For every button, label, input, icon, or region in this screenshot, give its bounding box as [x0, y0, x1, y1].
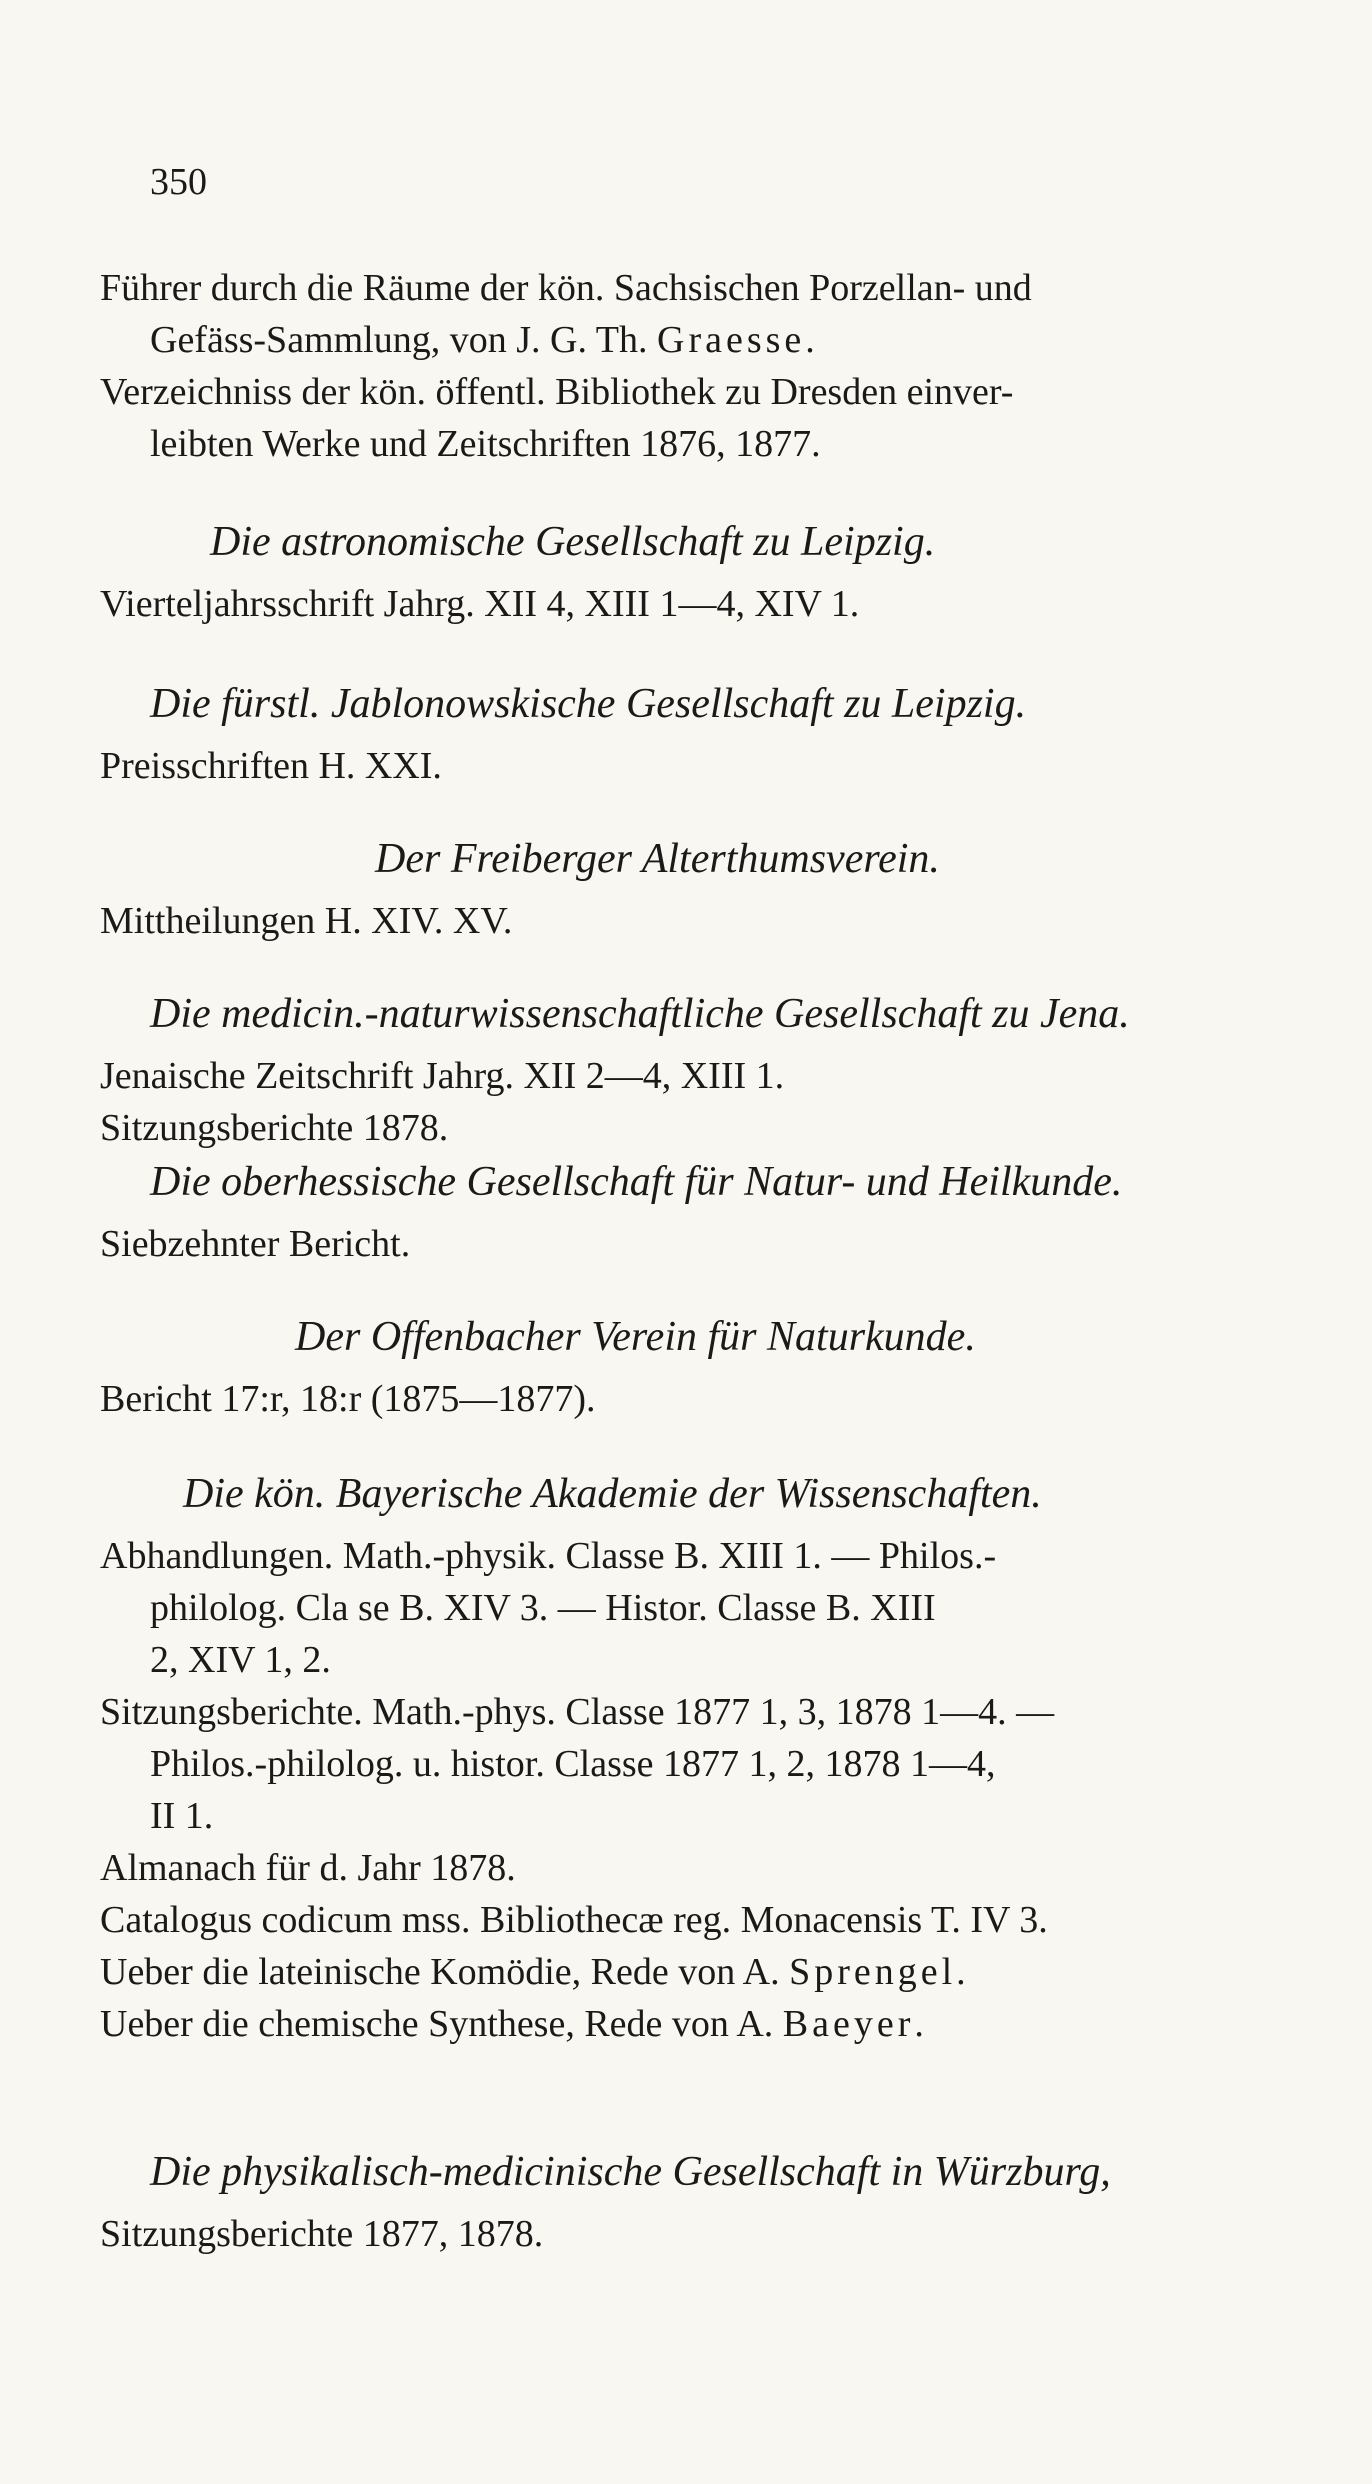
entry-almanach: Almanach für d. Jahr 1878.: [100, 1847, 516, 1889]
heading-wuerzburg: Die physikalisch-medicinische Gesellschaft in Würzburg,: [150, 2149, 1111, 2195]
entry-catalogus: Catalogus codicum mss. Bibliothecæ reg. Monacensis T. IV 3.: [100, 1899, 1048, 1941]
section-oberhessische-body: [100, 1218, 1302, 1270]
section-bayerische-body: [100, 1530, 1302, 2050]
entry-line: Sitzungsberichte 1878.: [100, 1107, 449, 1149]
section-astronomische-body: [100, 578, 1302, 630]
entry-line: Jenaische Zeitschrift Jahrg. XII 2—4, XIII 1.: [100, 1055, 785, 1097]
section-jena-body: [100, 1050, 1302, 1154]
entry-line: Vierteljahrsschrift Jahrg. XII 4, XIII 1—4, XIV 1.: [100, 583, 860, 625]
section-freiberger-body: [100, 895, 1302, 947]
entry-line: Siebzehnter Bericht.: [100, 1223, 411, 1265]
heading-offenbacher: Der Offenbacher Verein für Naturkunde.: [295, 1314, 976, 1360]
heading-oberhessische: Die oberhessische Gesellschaft für Natur- und Heilkunde.: [150, 1159, 1123, 1205]
entry-sitzungsberichte: Sitzungsberichte. Math.-phys. Classe 1877 1, 3, 1878 1—4. — Philos.-philolog. u. histor. Classe 1877 1, 2, 1878 1—4, II 1.: [100, 1691, 1055, 1837]
section-jablonowskische-body: [100, 740, 1302, 792]
heading-astronomische: Die astronomische Gesellschaft zu Leipzig.: [210, 519, 936, 565]
entry-abhandlungen: Abhandlungen. Math.-physik. Classe B. XIII 1. — Philos.- philolog. Cla se B. XIV 3. — Histor. Classe B. XIII 2, XIV 1, 2.: [100, 1535, 997, 1681]
entry-synthese: Ueber die chemische Synthese, Rede von A. Baeyer.: [100, 2003, 924, 2045]
entries-block-0: [100, 262, 1302, 470]
heading-bayerische-akademie: Die kön. Bayerische Akademie der Wissenschaften.: [183, 1471, 1042, 1517]
entry-komoedie: Ueber die lateinische Komödie, Rede von A. Sprengel.: [100, 1951, 966, 1993]
heading-jablonowskische: Die fürstl. Jablonowskische Gesellschaft zu Leipzig.: [150, 681, 1027, 727]
heading-freiberger: Der Freiberger Alterthumsverein.: [375, 836, 940, 882]
section-offenbacher-body: [100, 1373, 1302, 1425]
entry-fuehrer: Führer durch die Räume der kön. Sachsischen Porzellan- und Gefäss-Sammlung, von J. G. Th. Graesse.: [100, 267, 1032, 361]
page-number: 350: [150, 161, 207, 203]
entry-line: Bericht 17:r, 18:r (1875—1877).: [100, 1378, 596, 1420]
entry-line: Preisschriften H. XXI.: [100, 745, 442, 787]
section-wuerzburg-body: [100, 2208, 1302, 2260]
entry-line: Mittheilungen H. XIV. XV.: [100, 900, 513, 942]
heading-jena: Die medicin.-naturwissenschaftliche Gesellschaft zu Jena.: [150, 991, 1130, 1037]
entry-verzeichniss: Verzeichniss der kön. öffentl. Bibliothek zu Dresden einver- leibten Werke und Zeitschriften 1876, 1877.: [100, 371, 1014, 465]
entry-line: Sitzungsberichte 1877, 1878.: [100, 2213, 544, 2255]
